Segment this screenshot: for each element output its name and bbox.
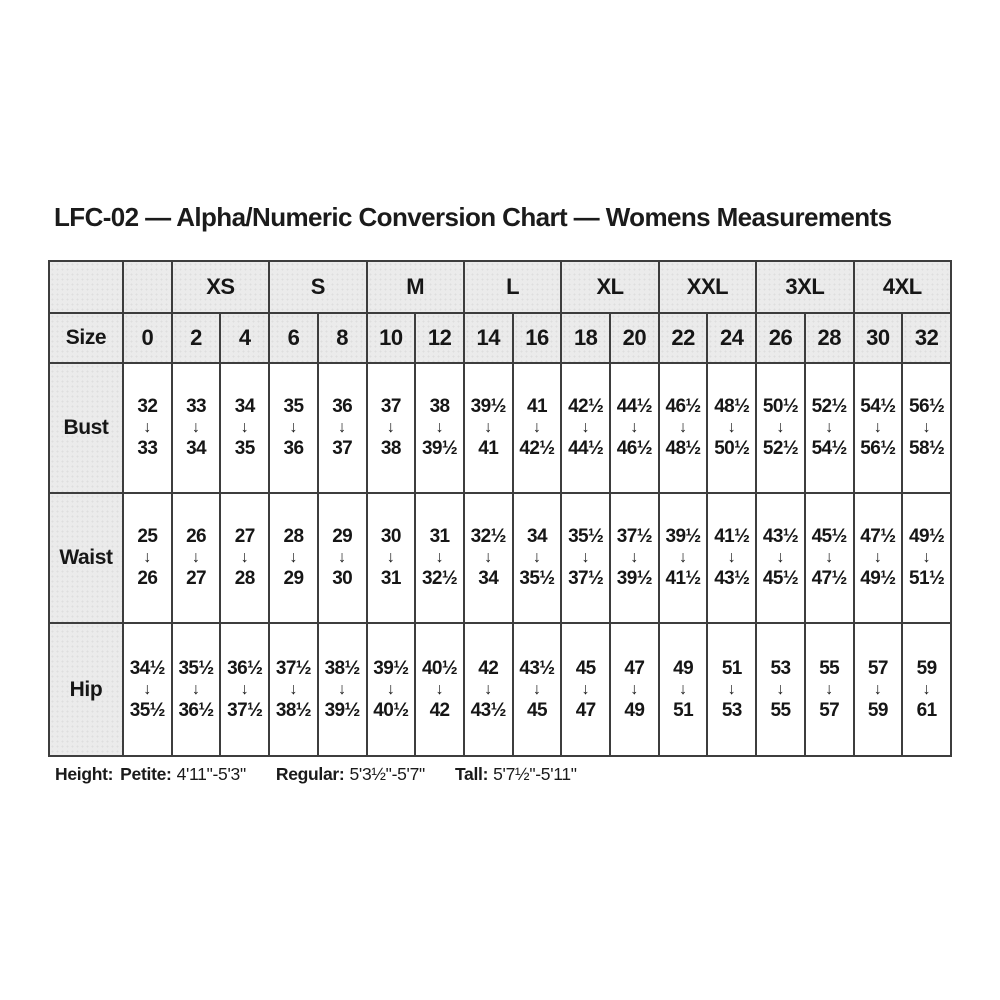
height-footnote	[55, 764, 577, 785]
range-to: 42½	[519, 438, 555, 459]
down-arrow-icon: ↓	[727, 680, 736, 698]
measurement-cell	[659, 493, 708, 623]
down-arrow-icon: ↓	[338, 680, 347, 698]
down-arrow-icon: ↓	[532, 680, 541, 698]
down-arrow-icon: ↓	[435, 419, 444, 436]
range-to: 43½	[714, 568, 750, 589]
corner-cell	[49, 261, 123, 313]
range-from: 26	[186, 526, 207, 548]
alpha-size-header: S	[269, 261, 366, 313]
numeric-size-header: 16	[513, 313, 562, 363]
range-to: 38	[380, 438, 401, 459]
range-to: 50½	[714, 438, 750, 459]
measurement-cell	[561, 493, 610, 623]
measurement-cell	[318, 623, 367, 756]
range-to: 36	[283, 438, 304, 459]
range-to: 61	[916, 699, 937, 721]
alpha-size-header: M	[367, 261, 464, 313]
measurement-cell	[659, 623, 708, 756]
range-to: 49½	[860, 568, 896, 589]
measurement-cell	[707, 623, 756, 756]
row-label-waist: Waist	[49, 493, 123, 623]
range-from: 52½	[811, 396, 847, 418]
range-from: 56½	[909, 396, 945, 418]
measurement-cell	[561, 623, 610, 756]
range-from: 38½	[324, 657, 360, 679]
range-from: 39½	[665, 526, 701, 548]
measurement-cell	[707, 363, 756, 493]
range-from: 37½	[616, 526, 652, 548]
range-from: 47½	[860, 526, 896, 548]
range-from: 35	[283, 396, 304, 418]
range-from: 45½	[811, 526, 847, 548]
down-arrow-icon: ↓	[484, 680, 493, 698]
range-from: 32	[137, 396, 158, 418]
range-to: 38½	[275, 699, 312, 721]
range-from: 43½	[762, 526, 799, 548]
page-title: LFC-02 — Alpha/Numeric Conversion Chart — Womens Measurements	[54, 202, 892, 232]
down-arrow-icon: ↓	[532, 419, 541, 436]
numeric-size-header: 26	[756, 313, 805, 363]
numeric-size-header: 14	[464, 313, 513, 363]
numeric-size-header: 4	[220, 313, 269, 363]
empty-header-cell	[123, 261, 172, 313]
measurement-cell	[805, 363, 854, 493]
measurement-cell	[367, 623, 416, 756]
range-to: 54½	[811, 438, 847, 459]
range-to: 48½	[665, 438, 701, 459]
range-to: 29	[283, 568, 304, 589]
range-to: 53	[721, 699, 742, 721]
down-arrow-icon: ↓	[679, 549, 688, 566]
regular-label: Regular:	[275, 764, 345, 784]
range-from: 48½	[714, 396, 750, 418]
measurement-cell	[561, 363, 610, 493]
down-arrow-icon: ↓	[289, 419, 298, 436]
numeric-size-header: 22	[659, 313, 708, 363]
alpha-size-header: 4XL	[854, 261, 951, 313]
range-to: 39½	[324, 699, 360, 721]
measurement-cell	[854, 363, 903, 493]
range-to: 34	[478, 568, 499, 589]
alpha-size-row	[49, 261, 951, 313]
petite-range: 4'11"-5'3"	[176, 764, 246, 784]
range-from: 36	[332, 396, 353, 418]
measurement-cell	[172, 623, 221, 756]
down-arrow-icon: ↓	[922, 549, 931, 566]
range-from: 43½	[519, 657, 555, 679]
range-to: 35½	[129, 699, 165, 721]
down-arrow-icon: ↓	[776, 680, 785, 698]
measurement-cell	[220, 493, 269, 623]
down-arrow-icon: ↓	[873, 549, 882, 566]
numeric-size-row	[49, 313, 951, 363]
range-from: 57	[867, 657, 888, 679]
down-arrow-icon: ↓	[484, 419, 493, 436]
range-from: 46½	[665, 396, 701, 418]
down-arrow-icon: ↓	[679, 680, 688, 698]
range-from: 44½	[616, 396, 652, 418]
range-to: 41½	[665, 568, 701, 589]
range-to: 59	[867, 699, 888, 721]
range-from: 32½	[470, 526, 506, 548]
measurement-cell	[854, 623, 903, 756]
range-from: 49½	[909, 526, 945, 548]
measurement-cell	[123, 363, 172, 493]
down-arrow-icon: ↓	[630, 419, 639, 436]
range-from: 34	[234, 396, 255, 418]
measurement-cell	[513, 623, 562, 756]
measurement-cell	[464, 363, 513, 493]
measurement-cell	[220, 363, 269, 493]
range-to: 39½	[616, 568, 652, 589]
range-to: 33	[137, 438, 158, 459]
range-from: 33	[186, 396, 207, 418]
measurement-cell	[756, 623, 805, 756]
alpha-size-header: XS	[172, 261, 269, 313]
range-to: 55	[770, 699, 791, 721]
measurement-cell	[415, 363, 464, 493]
measurement-cell	[220, 623, 269, 756]
range-to: 34	[186, 438, 207, 459]
measurement-cell	[707, 493, 756, 623]
alpha-size-header: L	[464, 261, 561, 313]
measurement-cell	[367, 363, 416, 493]
measurement-cell	[123, 493, 172, 623]
down-arrow-icon: ↓	[873, 419, 882, 436]
numeric-size-header: 8	[318, 313, 367, 363]
measurement-cell	[805, 623, 854, 756]
measurement-cell	[805, 493, 854, 623]
numeric-size-header: 24	[707, 313, 756, 363]
down-arrow-icon: ↓	[240, 680, 249, 698]
range-from: 50½	[762, 396, 799, 418]
down-arrow-icon: ↓	[532, 549, 541, 566]
range-from: 37½	[275, 657, 312, 679]
measurement-cell	[610, 363, 659, 493]
range-from: 53	[770, 657, 791, 679]
range-from: 39½	[470, 396, 506, 418]
down-arrow-icon: ↓	[143, 549, 152, 566]
range-from: 47	[624, 657, 645, 679]
range-from: 55	[819, 657, 840, 679]
numeric-size-header: 18	[561, 313, 610, 363]
down-arrow-icon: ↓	[435, 680, 444, 698]
range-to: 46½	[616, 438, 652, 459]
measurement-cell	[756, 493, 805, 623]
range-to: 32½	[421, 568, 458, 589]
down-arrow-icon: ↓	[240, 419, 249, 436]
range-from: 45	[575, 657, 596, 679]
down-arrow-icon: ↓	[825, 549, 834, 566]
range-to: 51	[673, 699, 694, 721]
hip-row	[49, 623, 951, 756]
row-label-bust: Bust	[49, 363, 123, 493]
range-from: 35½	[178, 657, 214, 679]
numeric-size-header: 6	[269, 313, 318, 363]
range-from: 28	[283, 526, 304, 548]
waist-row	[49, 493, 951, 623]
down-arrow-icon: ↓	[143, 419, 152, 436]
down-arrow-icon: ↓	[435, 549, 444, 566]
down-arrow-icon: ↓	[386, 680, 395, 698]
down-arrow-icon: ↓	[289, 680, 298, 698]
measurement-cell	[756, 363, 805, 493]
range-from: 59	[916, 657, 937, 679]
down-arrow-icon: ↓	[143, 680, 152, 698]
size-row-label: Size	[49, 313, 123, 363]
size-conversion-table	[48, 260, 952, 757]
down-arrow-icon: ↓	[338, 419, 347, 436]
range-to: 37½	[568, 568, 604, 589]
down-arrow-icon: ↓	[484, 549, 493, 566]
numeric-size-header: 32	[902, 313, 951, 363]
range-from: 25	[137, 526, 158, 548]
down-arrow-icon: ↓	[338, 549, 347, 566]
measurement-cell	[854, 493, 903, 623]
measurement-cell	[415, 623, 464, 756]
measurement-cell	[172, 363, 221, 493]
down-arrow-icon: ↓	[386, 419, 395, 436]
alpha-size-header: 3XL	[756, 261, 853, 313]
measurement-cell	[172, 493, 221, 623]
measurement-cell	[269, 363, 318, 493]
measurement-cell	[464, 623, 513, 756]
tall-range: 5'7½"-5'11"	[493, 764, 577, 784]
alpha-size-header: XL	[561, 261, 658, 313]
range-to: 37	[332, 438, 353, 459]
down-arrow-icon: ↓	[679, 419, 688, 436]
range-to: 43½	[470, 699, 506, 721]
numeric-size-header: 28	[805, 313, 854, 363]
down-arrow-icon: ↓	[289, 549, 298, 566]
numeric-size-header: 0	[123, 313, 172, 363]
measurement-cell	[902, 363, 951, 493]
range-to: 35	[234, 438, 255, 459]
measurement-cell	[269, 623, 318, 756]
range-from: 29	[332, 526, 353, 548]
down-arrow-icon: ↓	[240, 549, 249, 566]
range-from: 41½	[714, 526, 750, 548]
range-to: 52½	[762, 438, 799, 459]
range-from: 37	[380, 396, 401, 418]
range-to: 56½	[860, 438, 896, 459]
measurement-cell	[367, 493, 416, 623]
range-from: 41	[527, 396, 547, 418]
petite-label: Petite:	[120, 764, 172, 784]
alpha-size-header: XXL	[659, 261, 756, 313]
range-from: 34½	[129, 657, 165, 679]
range-to: 31	[380, 568, 401, 589]
range-to: 30	[332, 568, 353, 589]
down-arrow-icon: ↓	[192, 680, 201, 698]
down-arrow-icon: ↓	[873, 680, 882, 698]
range-to: 36½	[178, 699, 214, 721]
range-from: 51	[721, 657, 742, 679]
measurement-cell	[902, 493, 951, 623]
measurement-cell	[318, 493, 367, 623]
measurement-cell	[610, 623, 659, 756]
measurement-cell	[318, 363, 367, 493]
down-arrow-icon: ↓	[776, 419, 785, 436]
down-arrow-icon: ↓	[825, 419, 834, 436]
range-from: 49	[673, 657, 694, 679]
measurement-cell	[123, 623, 172, 756]
down-arrow-icon: ↓	[192, 549, 201, 566]
range-from: 27	[234, 526, 255, 548]
range-from: 38	[429, 396, 450, 418]
range-from: 39½	[373, 657, 409, 679]
range-from: 31	[429, 526, 450, 548]
measurement-cell	[659, 363, 708, 493]
range-from: 34	[527, 526, 547, 548]
down-arrow-icon: ↓	[727, 549, 736, 566]
down-arrow-icon: ↓	[727, 419, 736, 436]
range-from: 40½	[421, 657, 458, 679]
down-arrow-icon: ↓	[776, 549, 785, 566]
down-arrow-icon: ↓	[825, 680, 834, 698]
range-to: 45	[527, 699, 547, 721]
down-arrow-icon: ↓	[922, 680, 931, 698]
range-from: 35½	[568, 526, 604, 548]
range-to: 49	[624, 699, 645, 721]
regular-range: 5'3½"-5'7"	[349, 764, 425, 784]
range-to: 51½	[909, 568, 945, 589]
range-to: 42	[429, 699, 450, 721]
range-from: 42½	[568, 396, 604, 418]
down-arrow-icon: ↓	[581, 549, 590, 566]
measurement-cell	[269, 493, 318, 623]
range-to: 57	[819, 699, 840, 721]
down-arrow-icon: ↓	[922, 419, 931, 436]
range-to: 47	[575, 699, 596, 721]
tall-label: Tall:	[454, 764, 489, 784]
range-from: 36½	[227, 657, 263, 679]
measurement-cell	[513, 493, 562, 623]
range-to: 58½	[909, 438, 945, 459]
measurement-cell	[415, 493, 464, 623]
range-to: 45½	[762, 568, 799, 589]
range-from: 54½	[860, 396, 896, 418]
bust-row	[49, 363, 951, 493]
range-to: 39½	[421, 438, 458, 459]
range-to: 28	[234, 568, 255, 589]
range-to: 40½	[373, 699, 409, 721]
row-label-hip: Hip	[49, 623, 123, 756]
down-arrow-icon: ↓	[192, 419, 201, 436]
down-arrow-icon: ↓	[581, 680, 590, 698]
down-arrow-icon: ↓	[630, 549, 639, 566]
numeric-size-header: 20	[610, 313, 659, 363]
range-to: 44½	[568, 438, 604, 459]
measurement-cell	[464, 493, 513, 623]
down-arrow-icon: ↓	[386, 549, 395, 566]
measurement-cell	[610, 493, 659, 623]
range-to: 26	[137, 568, 158, 589]
range-to: 47½	[811, 568, 847, 589]
height-label: Height:	[55, 764, 114, 784]
range-from: 30	[380, 526, 401, 548]
numeric-size-header: 10	[367, 313, 416, 363]
range-to: 27	[186, 568, 207, 589]
numeric-size-header: 2	[172, 313, 221, 363]
range-to: 35½	[519, 568, 555, 589]
numeric-size-header: 30	[854, 313, 903, 363]
range-to: 41	[478, 438, 499, 459]
measurement-cell	[902, 623, 951, 756]
range-from: 42	[478, 657, 499, 679]
range-to: 37½	[227, 699, 263, 721]
down-arrow-icon: ↓	[630, 680, 639, 698]
numeric-size-header: 12	[415, 313, 464, 363]
down-arrow-icon: ↓	[581, 419, 590, 436]
measurement-cell	[513, 363, 562, 493]
